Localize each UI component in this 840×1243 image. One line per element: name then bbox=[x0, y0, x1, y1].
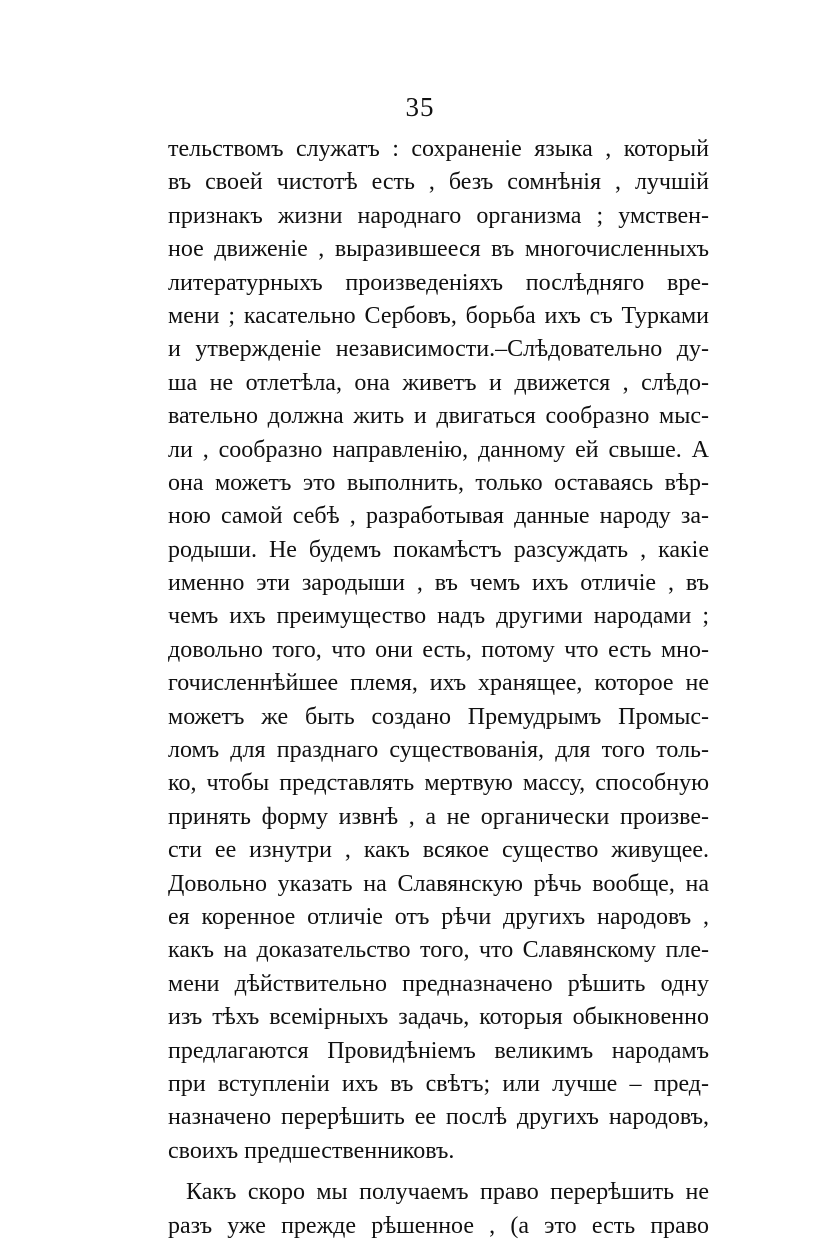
text-line: изъ тѣхъ всемірныхъ задачь, которыя обыкновенно bbox=[168, 1004, 709, 1031]
text-line: довольно того, что они есть, потому что есть мно- bbox=[168, 636, 709, 663]
text-line: она можетъ это выполнить, только оставаясь вѣр- bbox=[168, 469, 709, 496]
text-line: литературныхъ произведеніяхъ послѣдняго вре- bbox=[168, 269, 709, 296]
text-line: тельствомъ служатъ : сохраненіе языка , который bbox=[168, 136, 709, 162]
text-line: предлагаются Провидѣніемъ великимъ народамъ bbox=[168, 1037, 709, 1064]
text-line: Какъ скоро мы получаемъ право перерѣшить не bbox=[186, 1179, 709, 1206]
text-line: при вступленіи ихъ въ свѣтъ; или лучше – пред- bbox=[168, 1070, 709, 1097]
text-line: принять форму извнѣ , а не органически произве- bbox=[168, 803, 709, 830]
text-line: мени дѣйствительно предназначено рѣшить одну bbox=[168, 970, 709, 997]
page-number: 35 bbox=[405, 92, 435, 122]
text-line: мени ; касательно Сербовъ, борьба ихъ съ Турками bbox=[168, 302, 709, 329]
text-line: именно эти зародыши , въ чемъ ихъ отличіе , въ bbox=[168, 570, 709, 597]
text-line: назначено перерѣшить ее послѣ другихъ народовъ, bbox=[168, 1104, 709, 1131]
text-line: Довольно указать на Славянскую рѣчь вообще, на bbox=[168, 870, 709, 897]
text-line: ломъ для празднаго существованія, для того толь- bbox=[168, 737, 709, 764]
text-line: вательно должна жить и двигаться сообразно мыс- bbox=[168, 403, 709, 430]
text-line: можетъ же быть создано Премудрымъ Промыс- bbox=[168, 703, 709, 730]
paragraph bbox=[168, 1176, 709, 1243]
text-line: разъ уже прежде рѣшенное , (а это есть право bbox=[168, 1212, 709, 1239]
text-line: ея коренное отличіе отъ рѣчи другихъ народовъ , bbox=[168, 903, 709, 930]
text-line: ша не отлетѣла, она живетъ и движется , слѣдо- bbox=[168, 369, 709, 396]
text-line: ко, чтобы представлять мертвую массу, способную bbox=[168, 770, 709, 797]
text-line: признакъ жизни народнаго организма ; умствен- bbox=[168, 202, 709, 229]
text-line: гочисленнѣйшее племя, ихъ хранящее, которое не bbox=[168, 670, 709, 697]
text-line: въ своей чистотѣ есть , безъ сомнѣнія , лучшій bbox=[168, 169, 709, 196]
text-line: ною самой себѣ , разработывая данные народу за- bbox=[168, 503, 709, 530]
text-line: родыши. Не будемъ покамѣстъ разсуждать , какіе bbox=[168, 536, 709, 563]
text-line: ли , сообразно направленію, данному ей свыше. А bbox=[168, 436, 709, 463]
text-line: ное движеніе , выразившееся въ многочисленныхъ bbox=[168, 236, 709, 263]
text-line: своихъ предшественниковъ. bbox=[168, 1137, 455, 1164]
body-text bbox=[168, 133, 709, 1243]
text-line: чемъ ихъ преимущество надъ другими народами ; bbox=[168, 603, 709, 630]
text-line: сти ее изнутри , какъ всякое существо живущее. bbox=[168, 837, 709, 864]
text-line: и утвержденіе независимости.–Слѣдовательно ду- bbox=[168, 336, 709, 363]
text-line: какъ на доказательство того, что Славянскому пле- bbox=[168, 937, 709, 964]
paragraph bbox=[168, 133, 709, 1168]
